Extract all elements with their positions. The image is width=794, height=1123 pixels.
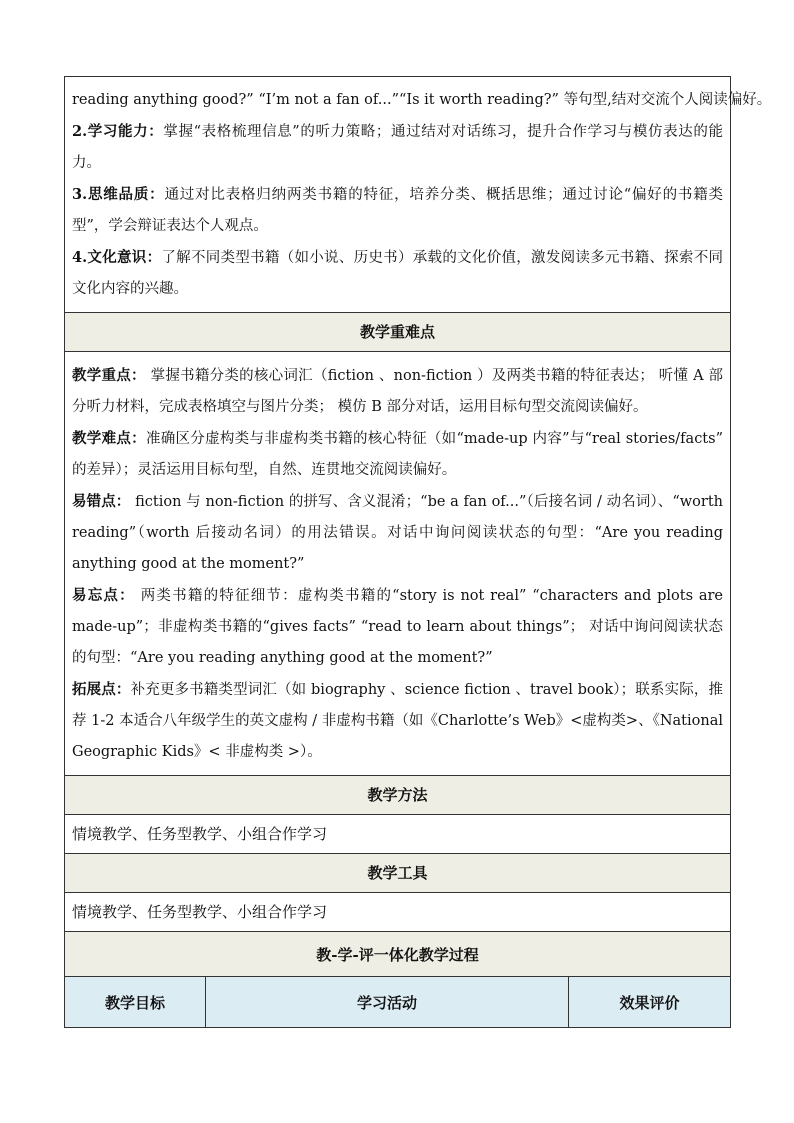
objective-line-continued: reading anything good?” “I’m not a fan of...”“Is it worth reading?” 等句型,结对交流个人阅读偏好。 (72, 92, 772, 108)
objective-learning-ability (72, 116, 723, 179)
key-points-cell (65, 352, 730, 776)
key-point-error-prone (72, 486, 723, 580)
key-points-header: 教学重难点 (65, 313, 730, 352)
lesson-plan-table (64, 76, 772, 1028)
key-point-text: fiction 与 non-fiction 的拼写、含义混淆；“be a fan of...”（后接名词 / 动名词）、“worth reading”（worth 后接动名词）的用法错误。对话中询问阅读状态的句型：“Are you reading anything good at the moment?” (72, 494, 723, 572)
tools-content: 情境教学、任务型教学、小组合作学习 (65, 893, 730, 932)
key-point-text: 掌握书籍分类的核心词汇（fiction 、non-fiction ）及两类书籍的特征表达； 听懂 A 部分听力材料，完成表格填空与图片分类； 模仿 B 部分对话，运用目标句型交流阅读偏好。 (72, 368, 723, 415)
key-point-extension (72, 674, 723, 768)
key-point-label: 拓展点： (72, 681, 131, 698)
column-objective: 教学目标 (65, 977, 206, 1027)
tools-header: 教学工具 (65, 854, 730, 893)
key-point-text: 两类书籍的特征细节：虚构类书籍的“story is not real” “characters and plots are made-up”；非虚构类书籍的“gives facts” “read to learn about things”； 对话中询问阅读状态的句型：“Are you reading anything good at the moment?” (72, 588, 724, 666)
objective-thinking-quality (72, 179, 723, 242)
methods-content: 情境教学、任务型教学、小组合作学习 (65, 815, 730, 854)
objective-label: 2.学习能力： (72, 123, 164, 140)
objective-label: 4.文化意识： (72, 249, 162, 266)
objective-cultural-awareness (72, 242, 723, 305)
key-point-label: 教学难点： (72, 430, 146, 447)
key-point-easily-forgotten (72, 580, 723, 674)
key-point-label: 易忘点： (72, 587, 135, 604)
column-activity: 学习活动 (206, 977, 569, 1027)
key-point-label: 教学重点： (72, 367, 146, 384)
objective-text: 通过对比表格归纳两类书籍的特征，培养分类、概括思维；通过讨论“偏好的书籍类型”，学会辩证表达个人观点。 (72, 187, 723, 234)
objective-text: 掌握“表格梳理信息”的听力策略；通过结对对话练习，提升合作学习与模仿表达的能力。 (72, 124, 723, 171)
key-point-text: 补充更多书籍类型词汇（如 biography 、science fiction 、travel book）；联系实际，推荐 1-2 本适合八年级学生的英文虚构 / 非虚构书籍（如《Charlotte’s Web》<虚构类>、《National Geographic Kids》< 非虚构类 >）。 (72, 682, 724, 760)
key-point-focus (72, 360, 723, 423)
key-point-text: 准确区分虚构类与非虚构类书籍的核心特征（如“made-up 内容”与“real stories/facts” 的差异）；灵活运用目标句型，自然、连贯地交流阅读偏好。 (72, 431, 723, 478)
objective-text: 了解不同类型书籍（如小说、历史书）承载的文化价值，激发阅读多元书籍、探索不同文化内容的兴趣。 (72, 250, 724, 297)
objective-label: 3.思维品质： (72, 186, 165, 203)
process-header: 教-学-评一体化教学过程 (65, 932, 730, 977)
methods-header: 教学方法 (65, 776, 730, 815)
key-point-difficulty (72, 423, 723, 486)
process-columns-row (65, 977, 730, 1028)
column-evaluation: 效果评价 (619, 993, 680, 1012)
objectives-cell (65, 77, 772, 313)
key-point-label: 易错点： (72, 493, 131, 510)
